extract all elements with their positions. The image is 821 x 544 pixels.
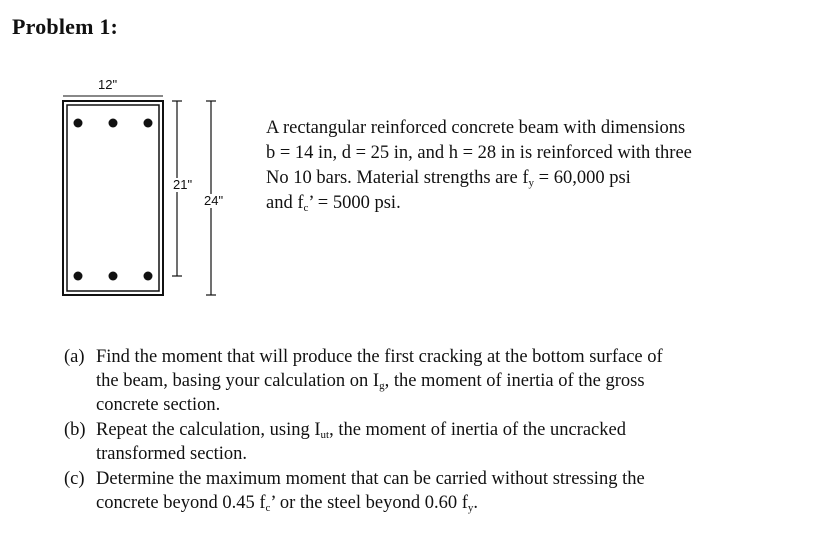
statement-line-3: No 10 bars. Material strengths are $f_y = 60,000$ psi [266, 168, 631, 189]
width-dimension-label: 12" [98, 77, 118, 92]
part-c [64, 467, 804, 515]
part-a-line-1: Find the moment that will produce the first cracking at the bottom surface of [96, 347, 663, 367]
problem-heading: Problem 1: [12, 14, 119, 39]
statement-line-1: A rectangular reinforced concrete beam with dimensions [266, 118, 686, 138]
top-rebar-3 [144, 119, 153, 128]
part-b-line-1: Repeat the calculation, using $I_{ut}$, the moment of inertia of the uncracked [96, 420, 626, 441]
part-a [64, 345, 804, 417]
beam-outline-inner [67, 105, 159, 291]
part-c-line-1: Determine the maximum moment that can be carried without stressing the [96, 469, 645, 489]
h-dimension-label: 24" [204, 193, 224, 208]
part-b-tag: (b) [64, 420, 86, 440]
problem-parts-list [64, 345, 804, 516]
bottom-rebar-1 [74, 272, 83, 281]
part-b [64, 418, 804, 466]
statement-line-4: and $f_c$’ = 5000 psi. [266, 193, 401, 214]
beam-cross-section-figure [0, 0, 260, 310]
part-c-tag: (c) [64, 469, 85, 489]
beam-outline-outer [63, 101, 163, 295]
bottom-rebar-3 [144, 272, 153, 281]
part-c-line-2: concrete beyond 0.45 $f_c$’ or the steel beyond 0.60 $f_y$. [96, 493, 478, 514]
bottom-rebar-2 [109, 272, 118, 281]
part-a-tag: (a) [64, 347, 85, 367]
d-dimension-label: 21" [173, 177, 193, 192]
statement-line-2: b = 14 in, d = 25 in, and h = 28 in is reinforced with three [266, 143, 692, 163]
top-rebar-1 [74, 119, 83, 128]
problem-statement [266, 116, 806, 216]
part-a-line-3: concrete section. [96, 395, 221, 415]
part-a-line-2: the beam, basing your calculation on $I_g$, the moment of inertia of the gross [96, 371, 645, 392]
top-rebar-2 [109, 119, 118, 128]
part-b-line-2: transformed section. [96, 444, 248, 464]
beam-cross-section-drawing [0, 0, 260, 310]
